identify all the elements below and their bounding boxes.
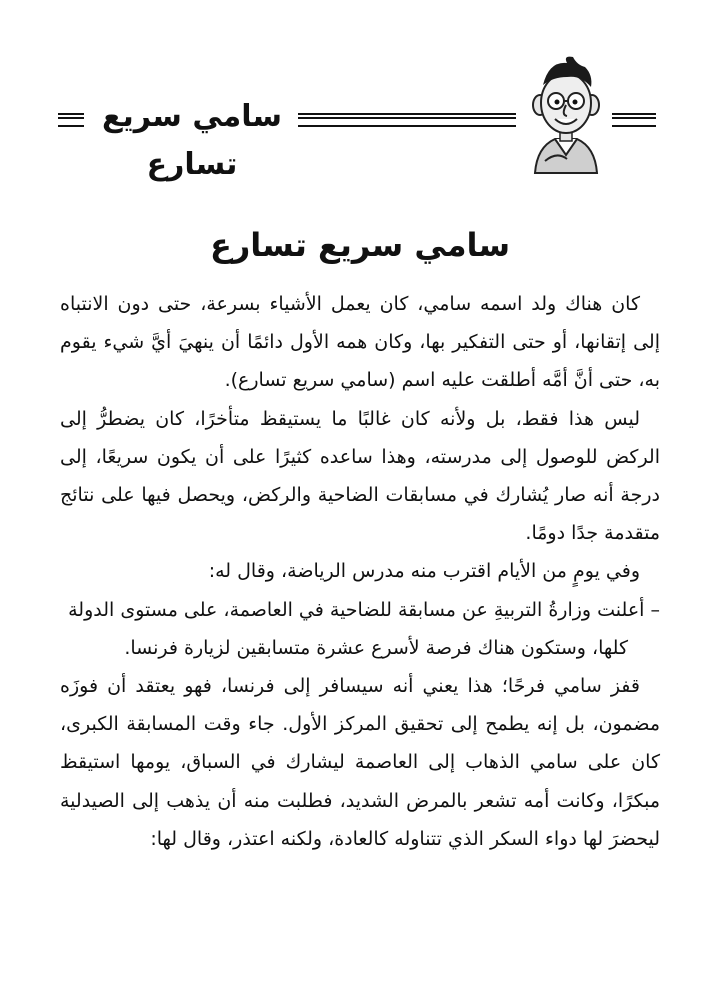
- header-rule-right: [612, 113, 656, 127]
- paragraph: قفز سامي فرحًا؛ هذا يعني أنه سيسافر إلى فرنسا، فهو يعتقد أن فوزَه مضمون، بل إنه يطمح إلى تحقيق المركز الأول. جاء وقت المسابقة الكبرى، كان على سامي الذهاب إلى العاصمة ليشارك في السباق، يومها استيقظ مبكرًا، وكانت أمه تشعر بالمرض الشديد، فطلبت منه أن يذهب إلى الصيدلية ليحضرَ لها دواء السكر الذي تتناوله كالعادة، ولكنه اعتذر، وقال لها:: [60, 675, 660, 850]
- header-rule-middle: [298, 113, 516, 127]
- dialogue-line-continuation: كلها، وستكون هناك فرصة لأسرع عشرة متسابقين لزيارة فرنسا.: [124, 636, 628, 659]
- header-rule-left: [58, 113, 84, 127]
- story-body: [60, 285, 660, 858]
- paragraph: ليس هذا فقط، بل ولأنه كان غالبًا ما يستيقظ متأخرًا، كان يضطرُّ إلى الركض للوصول إلى مدرسته، وهذا ساعده كثيرًا على أن يكون سريعًا، إلى درجة أنه صار يُشارك في مسابقات الضاحية والركض، ويحصل فيها على نتائج متقدمة جدًا دومًا.: [60, 407, 660, 545]
- dialogue-line: – أعلنت وزارةُ التربيةِ عن مسابقة للضاحية في العاصمة، على مستوى الدولة: [68, 598, 660, 621]
- page-header: [0, 55, 720, 185]
- header-title: سامي سريع تسارع: [101, 99, 283, 182]
- cartoon-boy-mascot-icon: [515, 55, 610, 180]
- paragraph: كان هناك ولد اسمه سامي، كان يعمل الأشياء بسرعة، حتى دون الانتباه إلى إتقانها، أو حتى التفكير بها، وكان همه الأول دائمًا أن ينهيَ أيَّ شيء يقوم به، حتى أنَّ أمَّه أطلقت عليه اسم (سامي سريع تسارع).: [60, 293, 660, 392]
- paragraph: وفي يومٍ من الأيام اقترب منه مدرس الرياضة، وقال له:: [208, 560, 640, 583]
- story-title: سامي سريع تسارع: [209, 226, 511, 264]
